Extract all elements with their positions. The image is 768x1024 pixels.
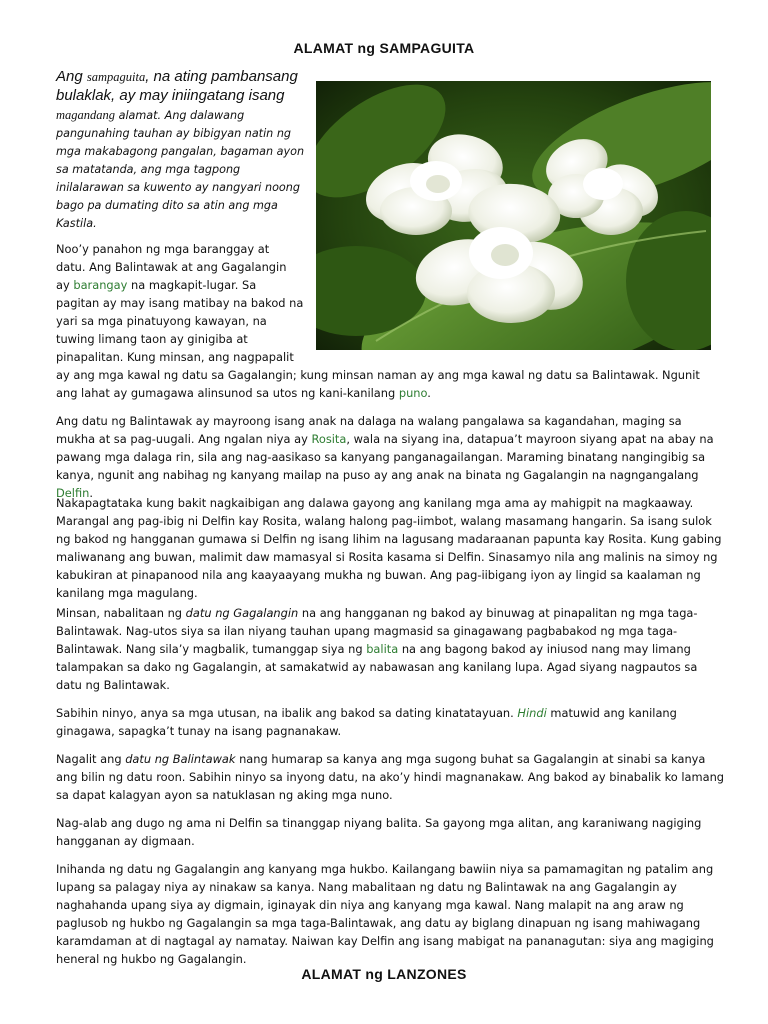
datu-balintawak-emphasis: datu ng Balintawak bbox=[125, 752, 236, 766]
paragraph-4 bbox=[56, 604, 724, 694]
paragraph-5-text: matuwid ang kanilang ginagawa, sapagka’t tunay na isang pagnanakaw. bbox=[56, 706, 677, 738]
paragraph-1-continued bbox=[56, 366, 724, 402]
sampaguita-flower-image bbox=[316, 81, 711, 350]
intro-lead-word: Ang bbox=[56, 68, 87, 85]
barangay-link[interactable]: barangay bbox=[73, 278, 128, 292]
intro-magandang-word: magandang bbox=[56, 108, 116, 122]
intro-paragraph bbox=[56, 68, 311, 233]
paragraph-2-text: Ang datu ng Balintawak ay mayroong isang anak na dalaga na walang pangalawa sa kagandahan, maging sa mukha at sa pag-uugali. Ang ngalan niya ay bbox=[56, 414, 682, 446]
paragraph-7: Nag-alab ang dugo ng ama ni Delfin sa tinanggap niyang balita. Sa gayong mga alitan, ang karaniwang nagiging hangganan ay digmaan. bbox=[56, 816, 702, 848]
paragraph-1-line: datu. Ang Balintawak at ang Gagalangin bbox=[56, 260, 287, 274]
paragraph-1-text: na magkapit-lugar. Sa bbox=[127, 278, 257, 292]
paragraph-4-text: na ang hangganan ng bakod ay binuwag at pinapalitan ng mga taga-Balintawak. Nag-utos siya sa ilan niyang tauhan upang magmasid sa ginagawang pagbabakod ng mga taga-Balintawak. Nang sila’y magbalik, tumanggap siya ng bbox=[56, 606, 698, 656]
paragraph-4-text: Minsan, nabalitaan ng bbox=[56, 606, 186, 620]
paragraph-6-text: Nagalit ang bbox=[56, 752, 126, 766]
paragraph-6-text: nang humarap sa kanya ang mga sugong buhat sa Gagalangin at sinabi sa kanya ang bilin ng datu roon. Sabihin ninyo sa inyong datu, na ako’y hindi magnanakaw. Ang bakod ay binabalik ko lamang sa dapat kalagyan ayon sa natuklasan ng aking mga nuno. bbox=[56, 752, 725, 802]
paragraph-3: Nakapagtataka kung bakit nagkaibigan ang dalawa gayong ang kanilang mga ama ay mahigpit na magkaaway. Marangal ang pag-ibig ni Delfin kay Rosita, walang halong pag-iimbot, walang masamang hangarin. Sa isang sulok ng bakod ng hangganan gumawa si Delfin ng isang lihim na lagusang madaraanan papunta kay Rosita. Kung gabing maliwanang ang buwan, malimit daw mamasyal si Rosita kasama si Delfin. Sinasamyo nila ang malinis na simoy ng kabukiran at pinapanood nila ang kaayaayang mukha ng buwan. Ang pag-iibigang iyon ay lingid sa kaalaman ng kanilang mga magulang. bbox=[56, 496, 722, 600]
balita-link[interactable]: balita bbox=[366, 642, 399, 656]
paragraph-2-text: . bbox=[89, 486, 93, 500]
next-story-title: ALAMAT ng LANZONES bbox=[301, 966, 467, 982]
paragraph-1-line bbox=[56, 276, 311, 294]
intro-lead-text: , na ating pambansang bulaklak, ay may iniingatang isang bbox=[56, 68, 298, 104]
paragraph-4-text: na ang bagong bakod ay iniusod nang may limang talampakan sa dako ng Gagalangin, at samakatwid ay nabawasan ang kanilang lupa. Agad siyang nagpautos sa datu ng Balintawak. bbox=[56, 642, 698, 692]
page-title: ALAMAT ng SAMPAGUITA bbox=[293, 40, 475, 56]
hindi-link[interactable]: Hindi bbox=[517, 706, 547, 720]
rosita-link[interactable]: Rosita bbox=[311, 432, 347, 446]
paragraph-5 bbox=[56, 704, 724, 740]
paragraph-1-text: ay bbox=[56, 278, 74, 292]
paragraph-1-text: . bbox=[427, 386, 431, 400]
delfin-link[interactable]: Delfin bbox=[56, 486, 90, 500]
paragraph-1-line: pagitan ay may isang matibay na bakod na bbox=[56, 296, 304, 310]
paragraph-5-text: Sabihin ninyo, anya sa mga utusan, na ibalik ang bakod sa dating kinatatayuan. bbox=[56, 706, 518, 720]
paragraph-2 bbox=[56, 412, 724, 502]
paragraph-6 bbox=[56, 750, 724, 804]
paragraph-1-line: Noo’y panahon ng mga baranggay at bbox=[56, 242, 270, 256]
paragraph-1-text: ay ang mga kawal ng datu sa Gagalangin; kung minsan naman ay ang mga kawal ng datu sa Balintawak. Ngunit ang lahat ay gumagawa alinsunod sa utos ng kani-kanilang bbox=[56, 368, 700, 400]
paragraph-1-line: yari sa mga pinatuyong kawayan, na bbox=[56, 314, 267, 328]
paragraph-1-line: tuwing limang taon ay ginigiba at bbox=[56, 332, 248, 346]
paragraph-1-line: pinapalitan. Kung minsan, ang nagpapalit bbox=[56, 350, 294, 364]
intro-body-text: alamat. Ang dalawang pangunahing tauhan ay bibigyan natin ng mga makabagong pangalan, bagaman ayon sa matatanda, ang mga tagpong inilalarawan sa kuwento ay nangyari noong bago pa dumating dito sa atin ang mga Kastila. bbox=[56, 109, 305, 230]
paragraph-2-text: , wala na siyang ina, datapua’t mayroon siyang apat na abay na pawang mga dalaga rin, sila ang nag-aasikaso sa kanyang panganagailangan. Maraming binatang nangingibig sa kanya, ngunit ang nabihag ng kanyang mailap na puso ay ang anak na binata ng Gagalangin na nagngangalang bbox=[56, 432, 714, 482]
intro-sampaguita-word: sampaguita bbox=[86, 70, 146, 84]
datu-gagalangin-emphasis: datu ng Gagalangin bbox=[185, 606, 299, 620]
paragraph-8: Inihanda ng datu ng Gagalangin ang kanyang mga hukbo. Kailangang bawiin niya sa pamamagitan ng patalim ang lupang sa palagay niya ay ninakaw sa kanya. Nang mabalitaan ng datu ng Balintawak na ang Gagalangin ay naghahanda upang siya ay digmain, iginayak din niya ang kanyang mga kawal. Nang malapit na ang araw ng paglusob ng hukbo ng Gagalangin sa mga taga-Balintawak, ang datu ay biglang dinapuan ng isang mahiwagang karamdaman at di nagtagal ay namatay. Naiwan kay Delfin ang isang mabigat na pananagutan: siya ang magiging heneral ng hukbo ng Gagalangin. bbox=[56, 862, 714, 966]
sampaguita-flower-photo bbox=[316, 81, 711, 350]
puno-link[interactable]: puno bbox=[398, 386, 428, 400]
